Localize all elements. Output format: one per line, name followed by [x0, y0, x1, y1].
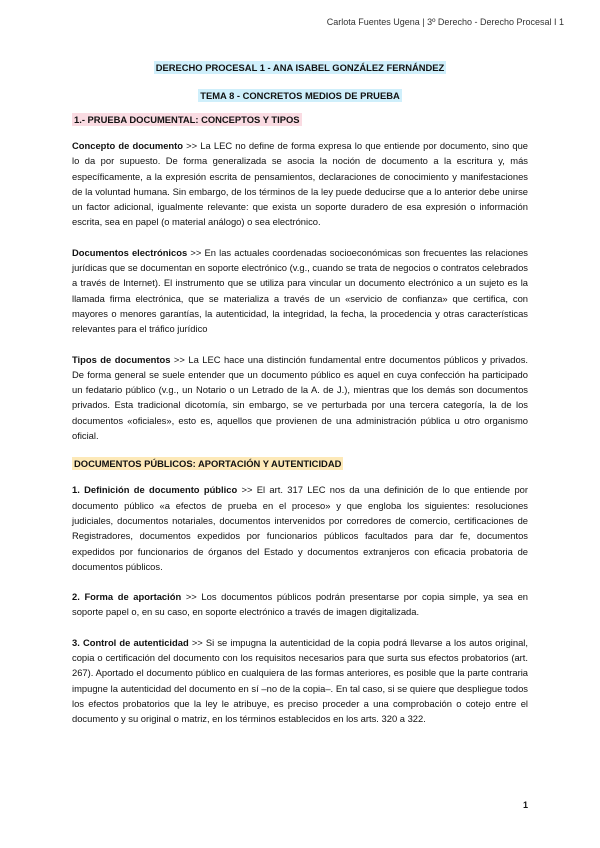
- page-number: 1: [522, 800, 528, 810]
- section-heading-documentos-publicos: [72, 458, 528, 469]
- paragraph-text: >> Si se impugna la autenticidad de la copia podrá llevarse a los autos original, copia o certificación del documento con los requisitos necesarios para que surta sus efectos probatorios (art. 267). Aportado el documento público en cualquiera de las formas anteriores, es posible que la parte contraria impugne la autenticidad del documento en sí –no de la copia–. En tal caso, si se quiere que despliegue todos los efectos probatorios que la ley le atribuye, es preciso proceder a una comprobación o cotejo entre el documento y su original o matriz, en los términos establecidos en los arts. 320 a 322.: [72, 636, 528, 725]
- term: Tipos de documentos: [72, 353, 171, 365]
- paragraph-text: >> La LEC hace una distinción fundamental entre documentos públicos y privados. De forma general se suele entender que un documento público es aquel en cuya confección ha participado un fedatario público (v.g., un Notario o un Letrado de la A. de J.), mientras que los demás son documentos privados. Esta tradicional dicotomía, sin embargo, se ve perturbada por una tercera categoría, la de los documentos «oficiales», esto es, aquellos que provienen de una administración pública u otro organismo oficial.: [72, 353, 528, 442]
- paragraph-text: >> Los documentos públicos podrán presentarse por copia simple, ya sea en soporte papel o, en su caso, en soporte electrónico a través de imagen digitalizada.: [72, 591, 528, 618]
- section-heading-prueba-documental: [72, 114, 528, 125]
- paragraph-text: >> En las actuales coordenadas socioeconómicas son frecuentes las relaciones jurídicas que se documentan en soporte electrónico (v.g., cuando se trata de negocios o contratos celebrados a través de Internet). El instrumento que se utiliza para vincular un documento electrónico a un sujeto es la llamada firma electrónica, que se materializa a través de un «servicio de confianza» que certifica, con mayores o menores garantías, la autenticidad, la integridad, la fecha, la procedencia y otras características relevantes para el tráfico jurídico: [72, 246, 528, 335]
- section-heading-text: 1.- PRUEBA DOCUMENTAL: CONCEPTOS Y TIPOS: [74, 114, 300, 125]
- topic-title-text: TEMA 8 - CONCRETOS MEDIOS DE PRUEBA: [200, 90, 400, 101]
- paragraph-definicion: [72, 482, 528, 574]
- paragraph-text: >> La LEC no define de forma expresa lo que entiende por documento, sino que lo da por supuesto. De forma generalizada se asocia la noción de documento a la escritura y, más específicamente, a la expresión escrita de pensamientos, declaraciones de conocimiento y manifestaciones de la voluntad humana. Sin embargo, de los términos de la ley puede deducirse que a lo anterior debe unirse un factor adicional, igualmente relevante: que exista un soporte duradero de esa expresión o información escrita, sea en papel (o material análogo) o sea electrónico.: [72, 140, 528, 228]
- course-title: [72, 62, 528, 73]
- term: Concepto de documento: [72, 140, 184, 151]
- paragraph-aportacion: [72, 589, 528, 620]
- section-heading-text: DOCUMENTOS PÚBLICOS: APORTACIÓN Y AUTENTICIDAD: [74, 458, 342, 470]
- term: 1. Definición de documento público: [72, 484, 238, 496]
- paragraph-autenticidad: [72, 635, 528, 727]
- paragraph-electronicos: [72, 245, 528, 337]
- term: 3. Control de autenticidad: [72, 636, 189, 648]
- paragraph-text: >> El art. 317 LEC nos da una definición de lo que entiende por documento público «a efectos de prueba en el proceso» y que engloba los siguientes: resoluciones judiciales, documentos notariales, documentos intervenidos por corredores de comercio, certificaciones de Registradores, documentos expedidos por funcionarios públicos facultados para dar fe, documentos expedidos por funcionarios de órganos del Estado y documentos extranjeros con eficacia probatoria de documentos públicos.: [72, 484, 528, 572]
- topic-title: [72, 90, 528, 101]
- running-header: Carlota Fuentes Ugena | 3º Derecho - Derecho Procesal I 1: [326, 17, 564, 27]
- course-title-text: DERECHO PROCESAL 1 - ANA ISABEL GONZÁLEZ FERNÁNDEZ: [155, 62, 445, 73]
- term: 2. Forma de aportación: [72, 591, 182, 603]
- term: Documentos electrónicos: [72, 246, 188, 258]
- paragraph-concepto: [72, 138, 528, 230]
- page-content: [72, 62, 528, 742]
- paragraph-tipos: [72, 352, 528, 444]
